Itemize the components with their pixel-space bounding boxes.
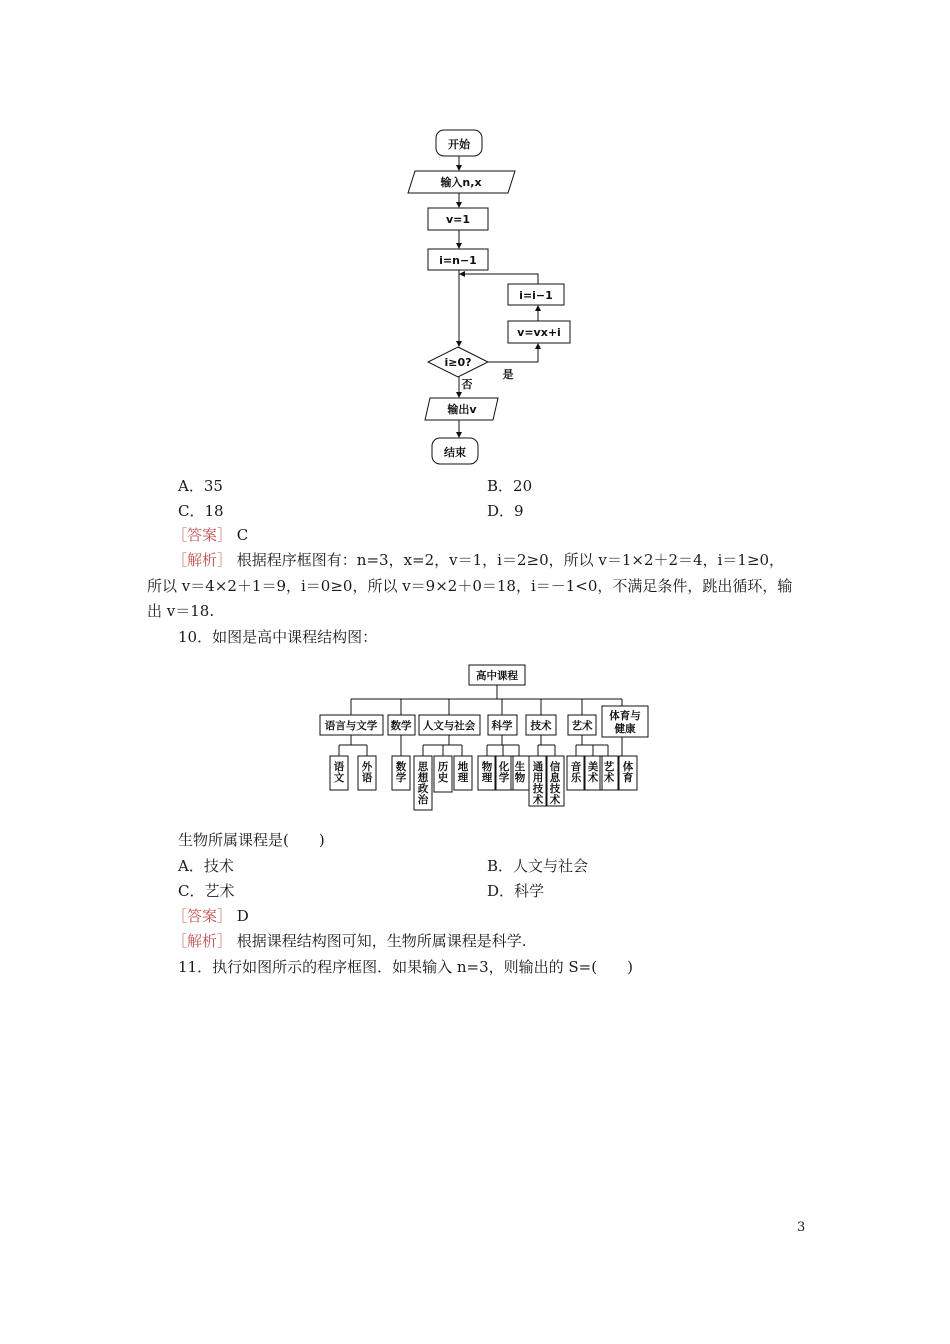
tree-l1-0: 语言与文学	[324, 720, 378, 732]
tree-l1-5: 艺术	[571, 720, 593, 732]
q10-stem: 10．如图是高中课程结构图：	[178, 628, 378, 646]
no-label: 否	[461, 378, 473, 391]
tree-leaf-2: 数学	[395, 761, 407, 784]
q9-option-b: B．20	[487, 477, 533, 495]
tree-l1-3: 科学	[491, 720, 513, 732]
answer-value: D	[236, 907, 249, 925]
answer-tag: ［答案］	[172, 907, 233, 925]
tree-leaf-4: 历史	[437, 761, 449, 784]
analysis-tag: ［解析］	[172, 551, 233, 569]
tree-leaf-7: 化学	[498, 761, 510, 784]
q11-stem: 11．执行如图所示的程序框图．如果输入 n=3，则输出的 S=( )	[178, 958, 633, 976]
q10-question: 生物所属课程是( )	[178, 831, 325, 849]
q9-option-c: C．18	[178, 502, 224, 520]
flowchart	[380, 120, 580, 470]
init-v-label: v=1	[445, 213, 471, 226]
q9-analysis-line-3: 出 v＝18.	[147, 602, 215, 620]
tree-root: 高中课程	[476, 670, 518, 682]
q9-option-d: D．9	[487, 502, 524, 520]
tree-leaf-5: 地理	[457, 761, 469, 784]
tree-leaf-1: 外语	[361, 761, 373, 784]
q10-option-d: D．科学	[487, 882, 545, 900]
analysis-tag: ［解析］	[172, 932, 233, 950]
tree-l1-6: 体育与健康	[609, 710, 641, 735]
course-structure-diagram	[312, 660, 657, 815]
tree-l1-4: 技术	[530, 720, 552, 732]
tree-leaf-14: 体育	[622, 761, 634, 784]
page-number: 3	[797, 1220, 806, 1235]
q9-analysis-line-1	[172, 550, 784, 570]
tree-l1-1: 数学	[390, 720, 412, 732]
answer-tag: ［答案］	[172, 526, 233, 544]
tree-leaf-8: 生物	[514, 761, 526, 784]
tree-leaf-13: 艺术	[603, 761, 615, 784]
tree-leaf-6: 物理	[481, 761, 493, 784]
q10-option-b: B．人文与社会	[487, 857, 589, 875]
q10-analysis	[172, 931, 527, 951]
q9-analysis-line-2: 所以 v＝4×2＋1＝9，i＝0≥0，所以 v＝9×2＋0＝18，i＝－1<0，不满足条件，跳出循环，输	[147, 577, 793, 595]
analysis-text: 根据课程结构图可知，生物所属课程是科学.	[236, 932, 527, 950]
update-i-label: i=i−1	[519, 289, 553, 302]
condition-label: i≥0?	[444, 356, 472, 369]
yes-label: 是	[502, 368, 514, 381]
tree-l1-2: 人文与社会	[422, 720, 476, 732]
tree-leaf-10: 信息技术	[549, 761, 561, 806]
tree-leaf-9: 通用技术	[532, 761, 544, 806]
update-v-label: v=vx+i	[517, 326, 561, 339]
init-i-label: i=n−1	[439, 254, 477, 267]
output-label: 输出v	[447, 403, 477, 416]
q9-answer	[172, 525, 248, 545]
start-label: 开始	[448, 138, 470, 151]
q10-answer	[172, 906, 249, 926]
q10-option-a: A．技术	[178, 857, 234, 875]
tree-leaf-12: 美术	[587, 761, 599, 784]
tree-leaf-11: 音乐	[570, 761, 582, 784]
end-label: 结束	[444, 446, 466, 459]
q10-option-c: C．艺术	[178, 882, 235, 900]
q9-option-a: A．35	[178, 477, 223, 495]
tree-leaf-0: 语文	[333, 761, 345, 784]
input-label: 输入n,x	[440, 176, 482, 189]
tree-leaf-3: 思想政治	[417, 761, 429, 806]
answer-value: C	[236, 526, 249, 544]
analysis-text: 根据程序框图有：n=3，x=2，v＝1，i＝2≥0，所以 v＝1×2＋2＝4，i＝1≥0，	[236, 551, 785, 569]
